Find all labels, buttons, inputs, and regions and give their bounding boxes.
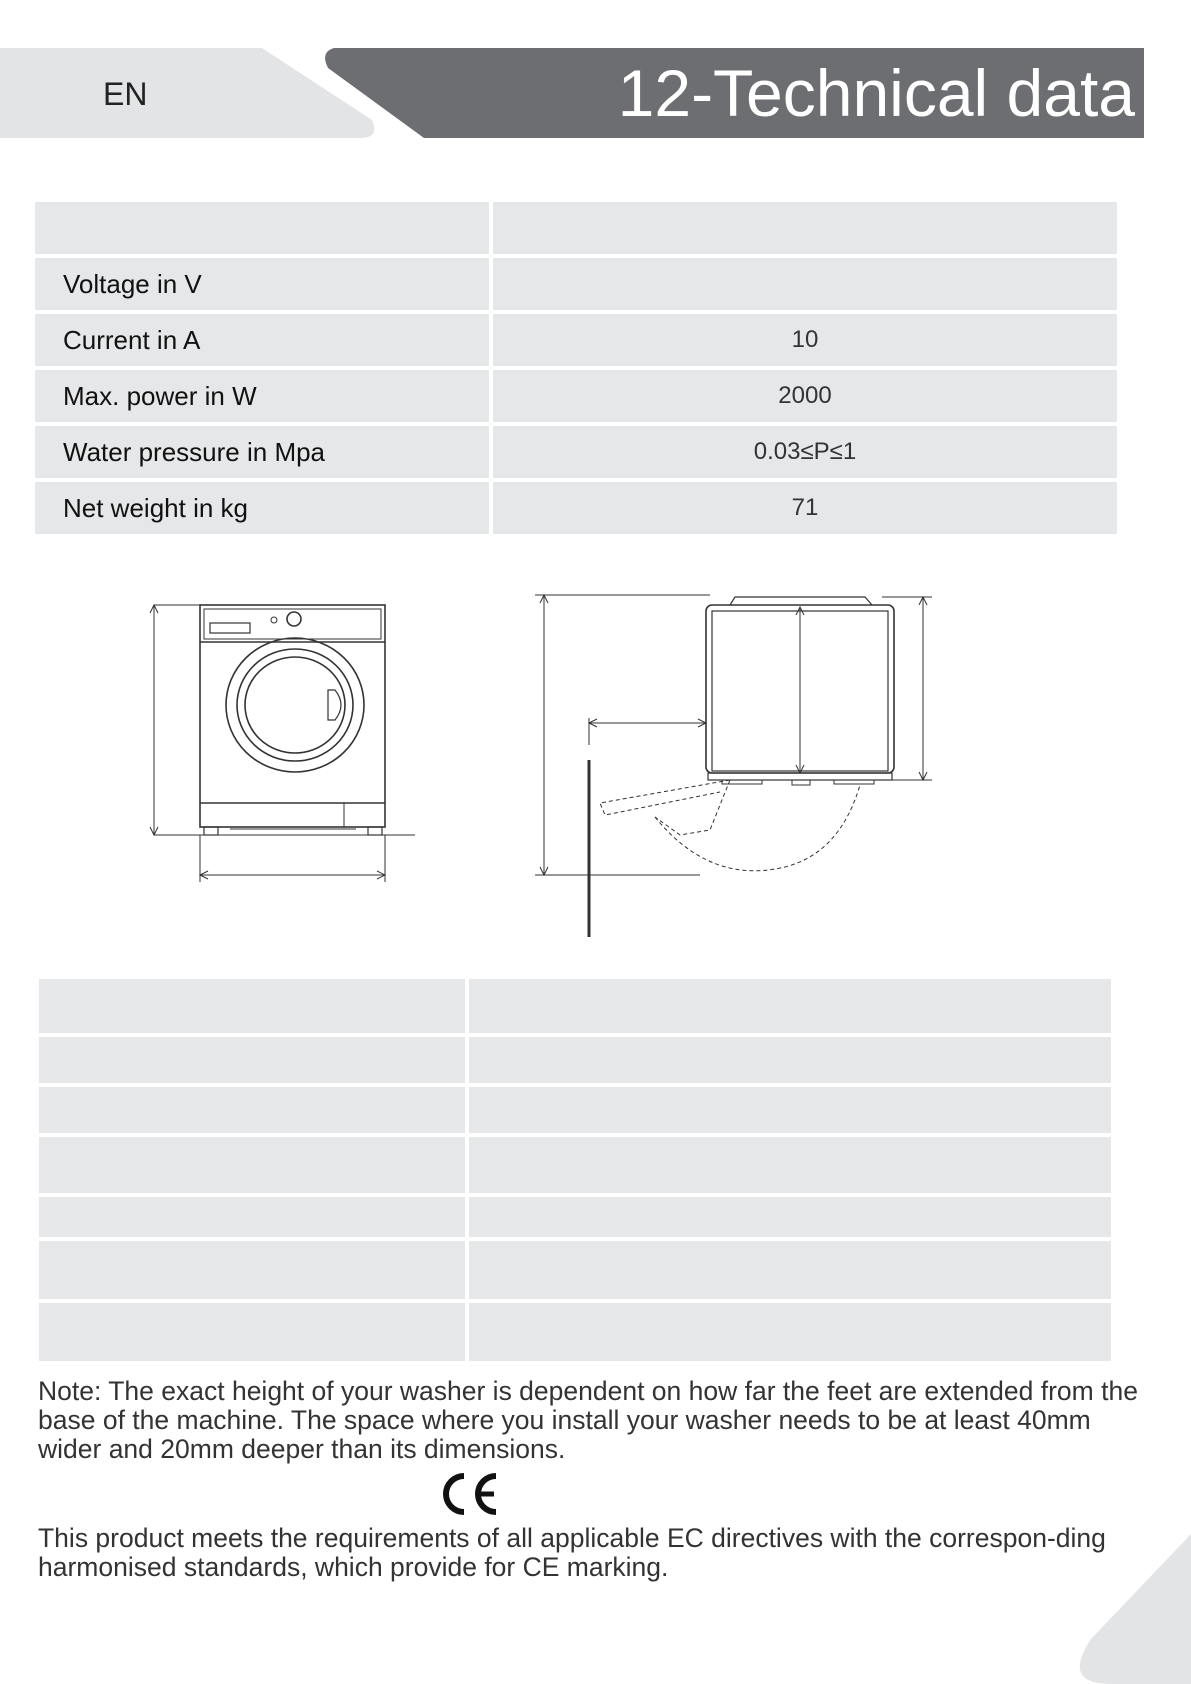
spec-value: 10 [493,314,1117,366]
table-row [39,1137,1111,1193]
table-row [39,1303,1111,1361]
dimension-label [39,1037,465,1083]
spec-value: 71 [493,482,1117,534]
page-title: 12-Technical data [617,56,1135,130]
table-row [35,202,1117,254]
spec-label: Net weight in kg [35,482,489,534]
dimension-value [469,1197,1111,1237]
front-view-diagram [130,595,430,895]
dimension-value [469,1037,1111,1083]
dimension-label [39,1241,465,1299]
table-row [39,1197,1111,1237]
spec-value: 0.03≤P≤1 [493,426,1117,478]
table-row [35,258,1117,310]
spec-value [493,258,1117,310]
dimension-value [469,979,1111,1033]
table-row [39,1087,1111,1133]
spec-label: Water pressure in Mpa [35,426,489,478]
page-corner-decoration [1071,1534,1191,1684]
table-row [39,979,1111,1033]
technical-data-table [31,198,1121,538]
top-view-diagram [530,585,940,945]
dimension-label [39,1197,465,1237]
dimension-value [469,1303,1111,1361]
spec-label: Max. power in W [35,370,489,422]
dimension-label [39,1137,465,1193]
table-row [39,1241,1111,1299]
table-row [35,314,1117,366]
language-label: EN [103,76,148,112]
dimension-label [39,979,465,1033]
spec-label: Voltage in V [35,258,489,310]
dimension-label [39,1087,465,1133]
spec-value: 2000 [493,370,1117,422]
compliance-text: This product meets the requirements of all applicable EC directives with the correspon-ding harmonised standards, which provide for CE marking. [38,1523,1106,1582]
spec-value [493,202,1117,254]
dimension-label [39,1303,465,1361]
table-row [35,482,1117,534]
installation-note: Note: The exact height of your washer is dependent on how far the feet are extended from the base of the machine. The space where you install your washer needs to be at least 40mm wider and 20mm deeper than its dimensions. [38,1376,1138,1464]
table-row [35,426,1117,478]
table-row [39,1037,1111,1083]
dimension-value [469,1241,1111,1299]
spec-label [35,202,489,254]
spec-label: Current in A [35,314,489,366]
dimensions-table [35,975,1115,1365]
table-row [35,370,1117,422]
ce-mark-icon [440,1472,502,1516]
dimension-value [469,1137,1111,1193]
dimension-value [469,1087,1111,1133]
